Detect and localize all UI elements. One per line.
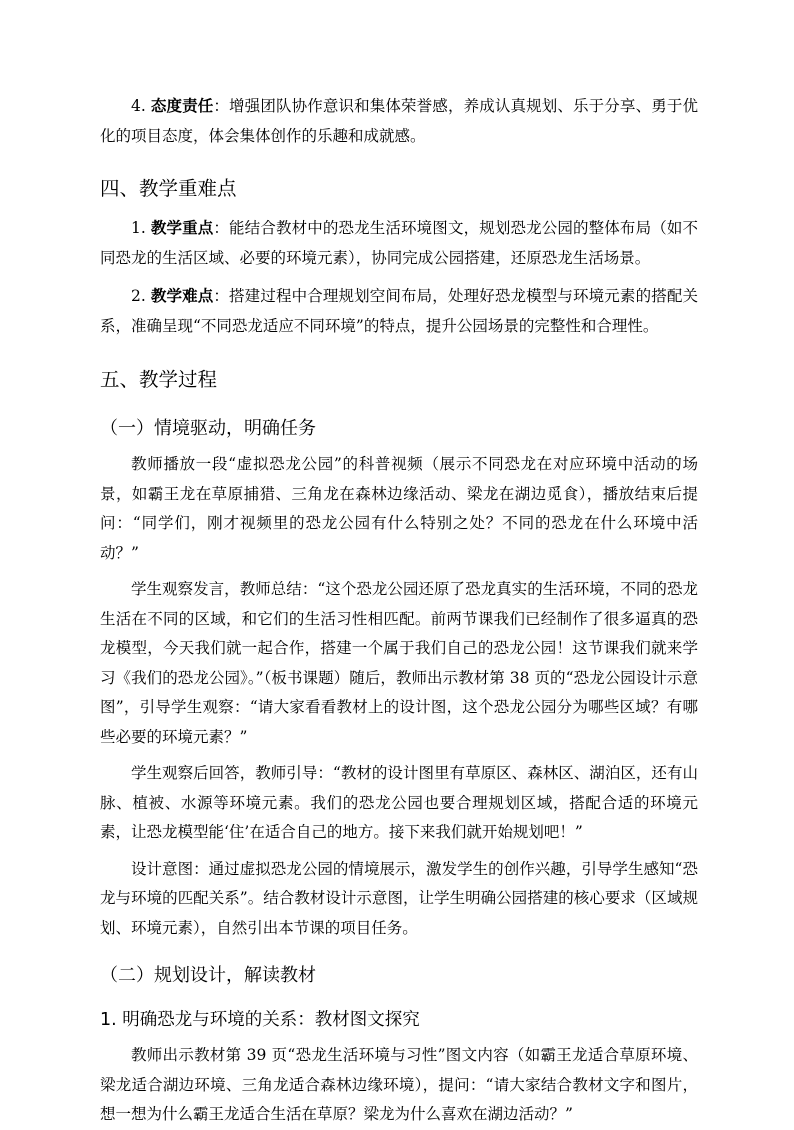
section-heading-key-points: 四、教学重难点 <box>100 177 237 200</box>
document-body <box>100 91 698 1130</box>
objective-item-4 <box>100 91 698 151</box>
step-heading-1: 1. 明确恐龙与环境的关系：教材图文探究 <box>100 1010 420 1030</box>
item-number: 4. <box>131 97 151 115</box>
subsection-heading-1: （一）情境驱动，明确任务 <box>100 418 316 439</box>
point-text: 搭建过程中合理规划空间布局，处理好恐龙模型与环境元素的搭配关系，准确呈现“不同恐龙适应不同环境”的特点，提升公园场景的完整性和合理性。 <box>100 287 698 335</box>
item-separator: ： <box>213 97 230 115</box>
point-number: 1. <box>131 219 151 237</box>
point-label: 教学重点 <box>150 218 214 237</box>
subsection-heading-2: （二）规划设计，解读教材 <box>100 965 316 986</box>
item-label: 态度责任 <box>150 96 214 115</box>
key-point-2 <box>100 281 698 341</box>
key-point-1 <box>100 213 698 273</box>
process-paragraph: 教师播放一段“虚拟恐龙公园”的科普视频（展示不同恐龙在对应环境中活动的场景，如霸王龙在草原捕猎、三角龙在森林边缘活动、梁龙在湖边觅食），播放结束后提问：“同学们，刚才视频里的恐龙公园有什么特别之处？不同的恐龙在什么环境中活动？” <box>100 455 698 562</box>
point-number: 2. <box>131 287 151 305</box>
process-paragraph: 学生观察发言，教师总结：“这个恐龙公园还原了恐龙真实的生活环境，不同的恐龙生活在不同的区域，和它们的生活习性相匹配。前两节课我们已经制作了很多逼真的恐龙模型，今天我们就一起合作，搭建一个属于我们自己的恐龙公园！这节课我们就来学习《我们的恐龙公园》。”（板书课题）随后，教师出示教材第 38 页的“恐龙公园设计示意图”，引导学生观察：“请大家看看教材上的设计图，这个恐龙公园分为哪些区域？有哪些必要的环境元素？” <box>100 580 698 746</box>
step-paragraph: 教师出示教材第 39 页“恐龙生活环境与习性”图文内容（如霸王龙适合草原环境、梁龙适合湖边环境、三角龙适合森林边缘环境），提问：“请大家结合教材文字和图片，想一想为什么霸王龙适合生活在草原？梁龙为什么喜欢在湖边活动？” <box>100 1046 698 1123</box>
design-intent-paragraph: 设计意图：通过虚拟恐龙公园的情境展示，激发学生的创作兴趣，引导学生感知“恐龙与环境的匹配关系”。结合教材设计示意图，让学生明确公园搭建的核心要求（区域规划、环境元素），自然引出本节课的项目任务。 <box>100 859 698 937</box>
point-separator: ： <box>213 287 230 305</box>
item-text: 增强团队协作意识和集体荣誉感，养成认真规划、乐于分享、勇于优化的项目态度，体会集体创作的乐趣和成就感。 <box>100 97 698 145</box>
point-label: 教学难点 <box>150 286 214 305</box>
point-separator: ： <box>213 219 230 237</box>
process-paragraph: 学生观察后回答，教师引导：“教材的设计图里有草原区、森林区、湖泊区，还有山脉、植被、水源等环境元素。我们的恐龙公园也要合理规划区域，搭配合适的环境元素，让恐龙模型能‘住’在适合自己的地方。接下来我们就开始规划吧！” <box>100 764 698 841</box>
section-heading-teaching-process: 五、教学过程 <box>100 368 218 391</box>
point-text: 能结合教材中的恐龙生活环境图文，规划恐龙公园的整体布局（如不同恐龙的生活区域、必要的环境元素），协同完成公园搭建，还原恐龙生活场景。 <box>100 219 698 267</box>
